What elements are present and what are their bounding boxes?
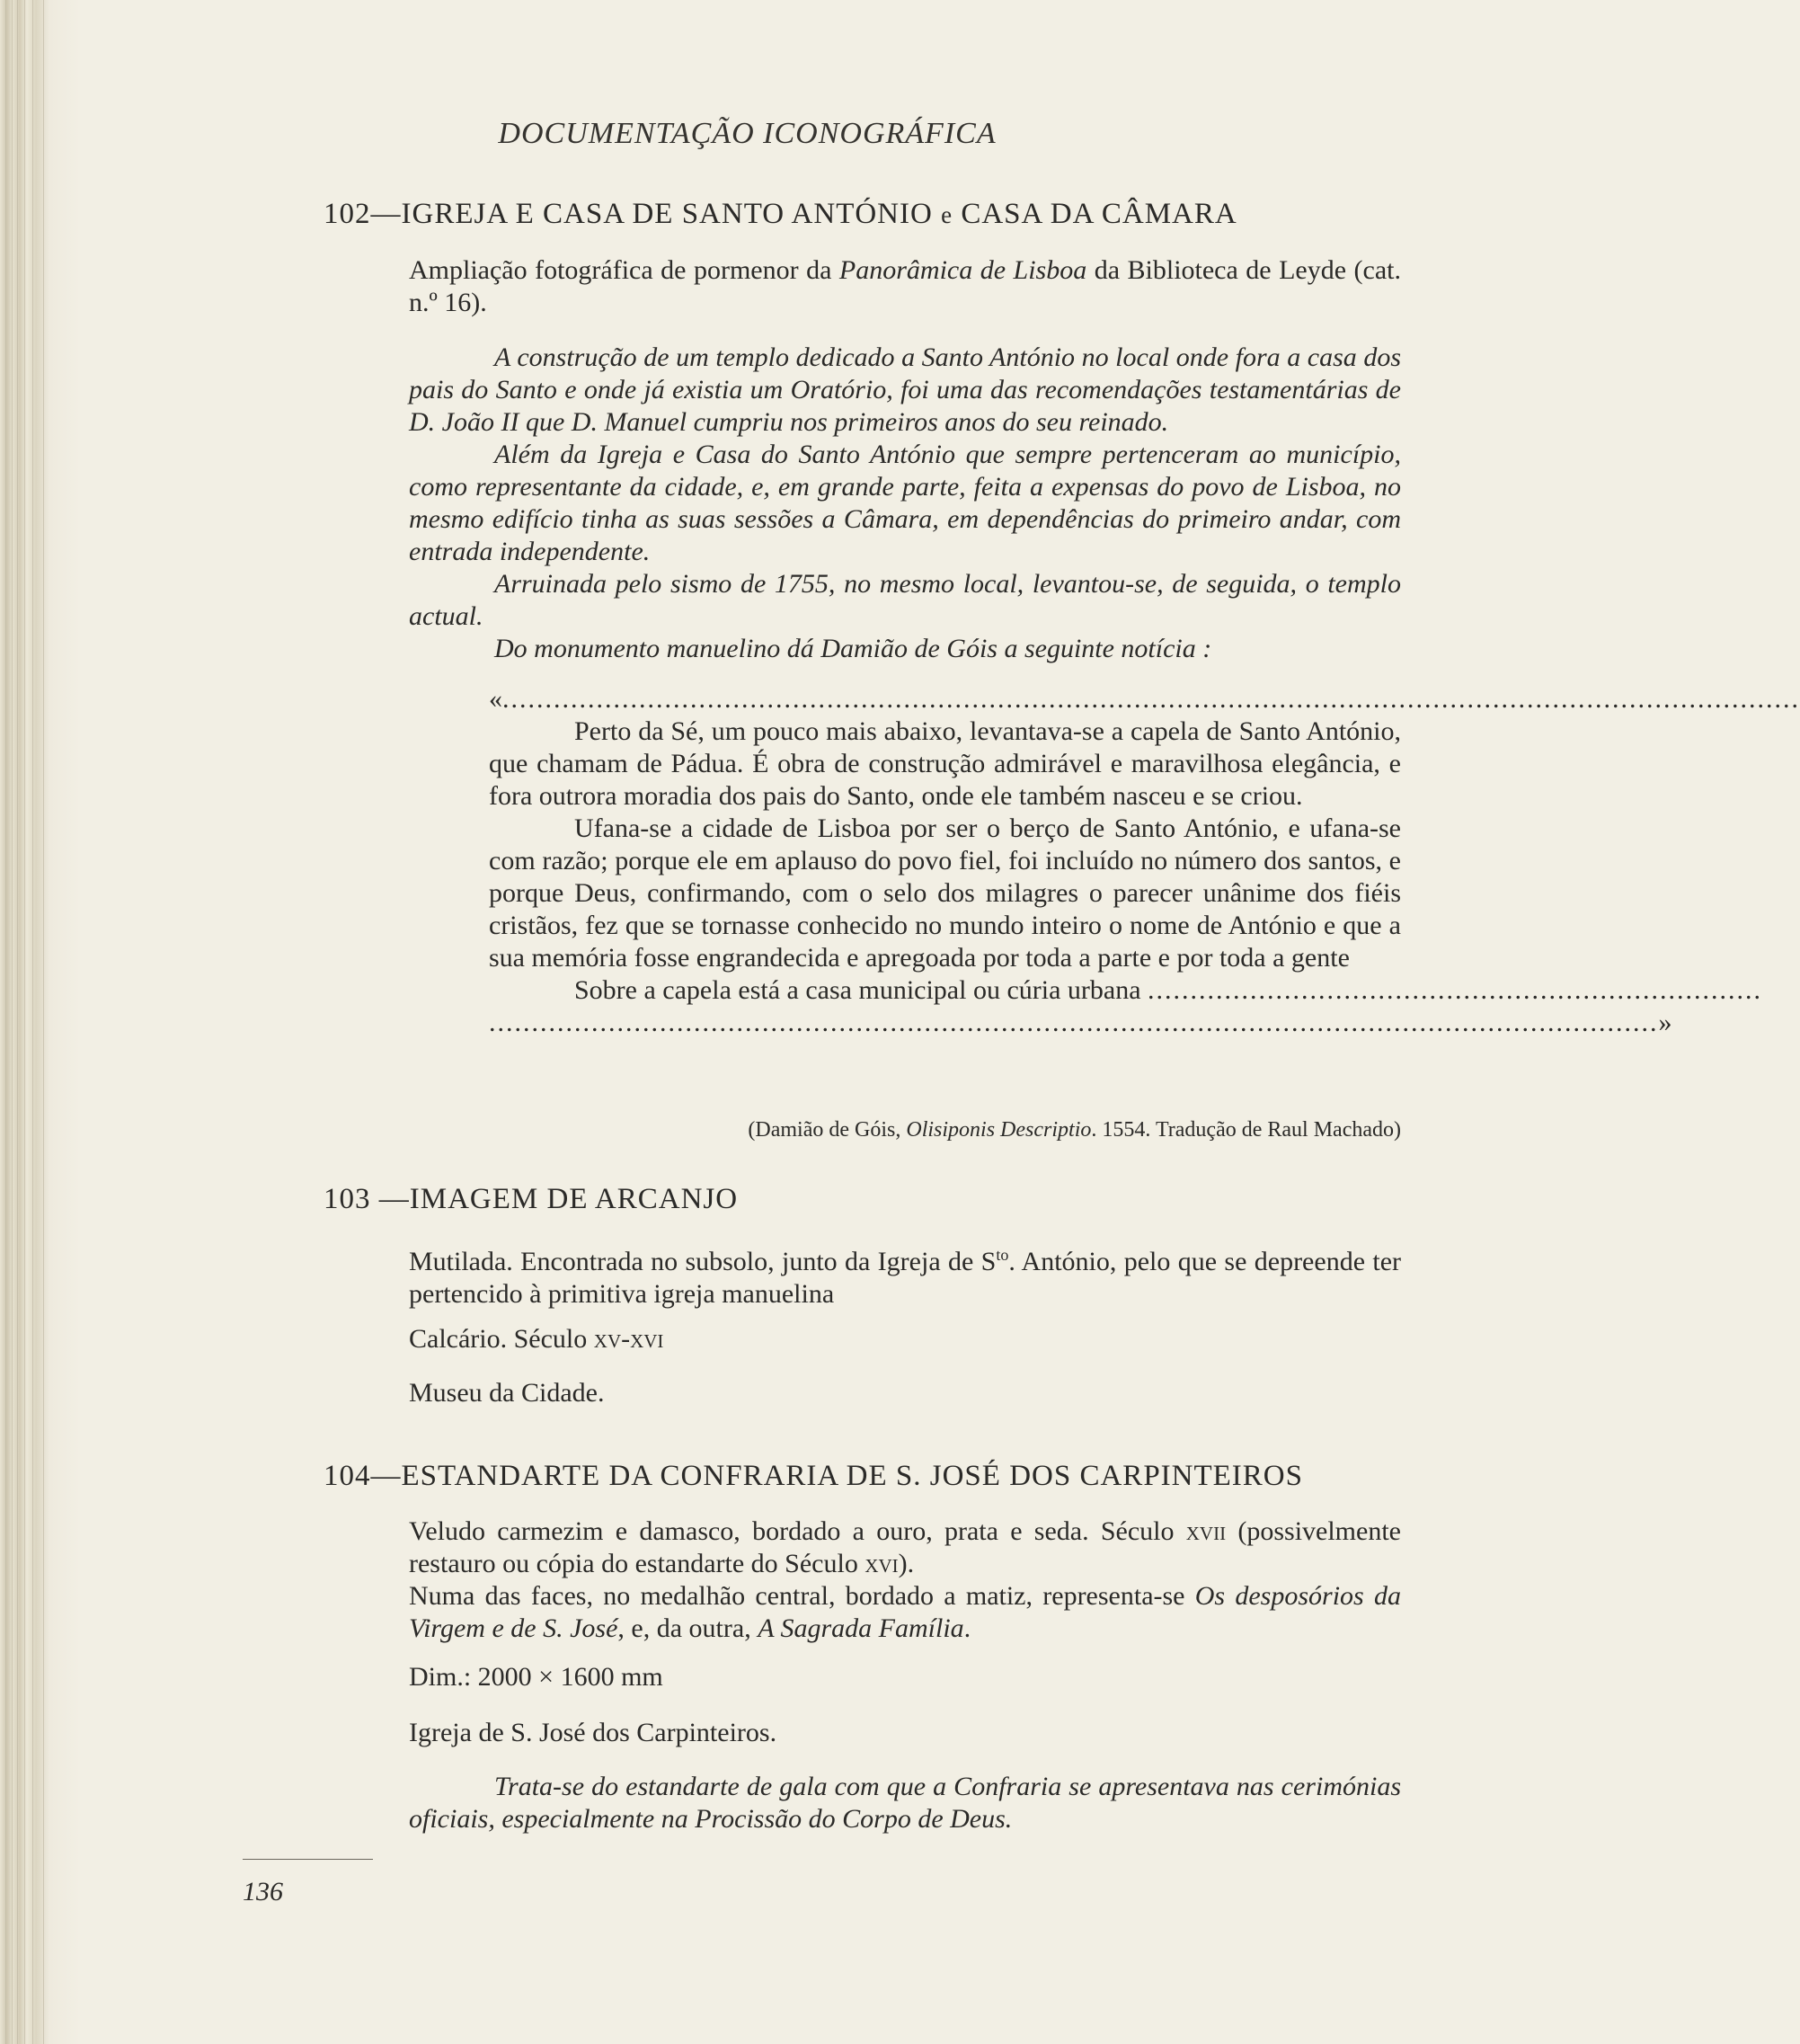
entry-104-desc2-c: .: [963, 1613, 971, 1643]
entry-104-note: [409, 1771, 1401, 1835]
entry-104-note-text: Trata-se do estandarte de gala com que a Confraria se apresentava nas cerimónias oficiais, especialmente na Procissão do Corpo de Deus.: [409, 1772, 1401, 1834]
entry-102-commentary: [409, 342, 1401, 665]
entry-103-desc-sup: to: [996, 1246, 1009, 1264]
entry-104-desc2-a: Numa das faces, no medalhão central, bordado a matiz, representa-se: [409, 1581, 1195, 1611]
entry-103-century: xv-xvi: [593, 1324, 664, 1354]
footer-rule: [243, 1859, 373, 1860]
quote-para-2: Ufana-se a cidade de Lisboa por ser o berço de Santo António, e ufana-se com razão; porque ele em aplauso do povo fiel, foi incluído no número dos santos, e porque Deus, confirmando, com o selo dos milagres o parecer unânime dos fiéis cristãos, fez que se tornasse conhecido no mundo inteiro o nome de António e que a sua memória fosse engrandecida e apregoada por toda a parte e por toda a gente: [489, 813, 1401, 973]
entry-103-dash: —: [378, 1183, 410, 1215]
entry-102-desc-italic: Panorâmica de Lisboa: [838, 255, 1087, 285]
source-title: Olisiponis Descriptio: [906, 1118, 1092, 1142]
entry-104-number: 104: [324, 1460, 371, 1492]
entry-104-desc2-b: , e, da outra,: [617, 1613, 758, 1643]
entry-102-dash: —: [370, 198, 402, 230]
entry-104-desc1-c: ).: [898, 1549, 915, 1578]
page-number: 136: [243, 1877, 283, 1906]
entry-104-desc1-a: Veludo carmezim e damasco, bordado a ouro, prata e seda. Século: [409, 1516, 1186, 1546]
entry-102-para-3: Arruinada pelo sismo de 1755, no mesmo local, levantou-se, de seguida, o templo actual.: [409, 569, 1401, 631]
source-b: . 1554. Tradução de Raul Machado): [1091, 1118, 1401, 1142]
entry-102-number: 102: [324, 198, 371, 230]
entry-102-title-conj: e: [941, 201, 953, 228]
quote-para-3-line: Sobre a capela está a casa municipal ou cúria urbana ........................................................................: [574, 975, 1763, 1005]
entry-103-location: [409, 1377, 1401, 1409]
entry-104-century-1: xvii: [1185, 1516, 1227, 1546]
entry-103-title: IMAGEM DE ARCANJO: [409, 1183, 739, 1215]
entry-104-dash: —: [370, 1460, 402, 1492]
entry-102-title-b: CASA DA CÂMARA: [961, 198, 1237, 230]
quote-para-1: Perto da Sé, um pouco mais abaixo, levantava-se a capela de Santo António, que chamam de Pádua. É obra de construção admirável e maravilhosa elegância, e fora outrora moradia dos pais do Santo, onde ele também nasceu e se criou.: [489, 716, 1401, 811]
entry-102-para-4: Do monumento manuelino dá Damião de Góis a seguinte notícia :: [494, 634, 1212, 663]
entry-102-title-a: IGREJA E CASA DE SANTO ANTÓNIO: [401, 198, 933, 230]
entry-102-desc-b: da Biblioteca de Leyde (cat. n.º 16).: [409, 255, 1401, 317]
entry-104-desc1-b: (possivelmente restauro ou cópia do estandarte do Século: [409, 1516, 1401, 1578]
entry-104-desc2-italic-2: A Sagrada Família: [758, 1613, 964, 1643]
entry-103-description: [409, 1239, 1401, 1311]
entry-104-century-2: xvi: [865, 1549, 899, 1578]
entry-103-location-text: Museu da Cidade.: [409, 1378, 605, 1408]
quote-close-mark: »: [1658, 1008, 1672, 1037]
entry-103-heading: [324, 1183, 1402, 1216]
entry-104-dimensions: [409, 1661, 1401, 1693]
entry-103-material: [409, 1323, 1401, 1355]
entry-104-dimensions-text: Dim.: 2000 × 1600 mm: [409, 1662, 663, 1692]
quote-para-3: Sobre a capela está a casa municipal ou cúria urbana: [574, 975, 1141, 1005]
quote-open-mark: «: [489, 684, 502, 714]
entry-103-number: 103: [324, 1183, 371, 1215]
book-binding: [0, 0, 81, 2044]
running-head: DOCUMENTAÇÃO ICONOGRÁFICA: [498, 117, 997, 150]
entry-104-location-text: Igreja de S. José dos Carpinteiros.: [409, 1718, 777, 1747]
source-a: (Damião de Góis,: [748, 1118, 907, 1142]
entry-103-material-text: Calcário. Século: [409, 1324, 594, 1354]
entry-102-desc-a: Ampliação fotográfica de pormenor da: [409, 255, 839, 285]
quote-close-line: .........................................................................................................................................»: [489, 1008, 1672, 1037]
entry-102-source: [409, 1118, 1401, 1142]
quote-open-line: «........................................................................................................................................................: [489, 684, 1800, 714]
entry-102-quotation: [489, 683, 1800, 1039]
entry-102-para-2: Além da Igreja e Casa do Santo António que sempre pertenceram ao município, como representante da cidade, e, em grande parte, feita a expensas do povo de Lisboa, no mesmo edifício tinha as suas sessões a Câmara, em dependências do primeiro andar, com entrada independente.: [409, 440, 1401, 566]
entry-104-location: [409, 1717, 1401, 1749]
entry-104-heading: [324, 1460, 1402, 1493]
entry-102-para-1: A construção de um templo dedicado a Santo António no local onde fora a casa dos pais do Santo e onde já existia um Oratório, foi uma das recomendações testamentárias de D. João II que D. Manuel cumpriu nos primeiros anos do seu reinado.: [409, 342, 1401, 437]
entry-104-title: ESTANDARTE DA CONFRARIA DE S. JOSÉ DOS CARPINTEIROS: [401, 1460, 1303, 1492]
entry-102-heading: [324, 198, 1402, 231]
entry-103-desc-a: Mutilada. Encontrada no subsolo, junto da Igreja de S: [409, 1247, 997, 1276]
entry-104-desc2-italic-1: Os desposórios da Virgem e de S. José: [409, 1581, 1401, 1643]
entry-102-description: [409, 254, 1401, 319]
entry-103-desc-b: . António, pelo que se depreende ter pertencido à primitiva igreja manuelina: [409, 1247, 1401, 1309]
entry-104-description: [409, 1515, 1401, 1645]
